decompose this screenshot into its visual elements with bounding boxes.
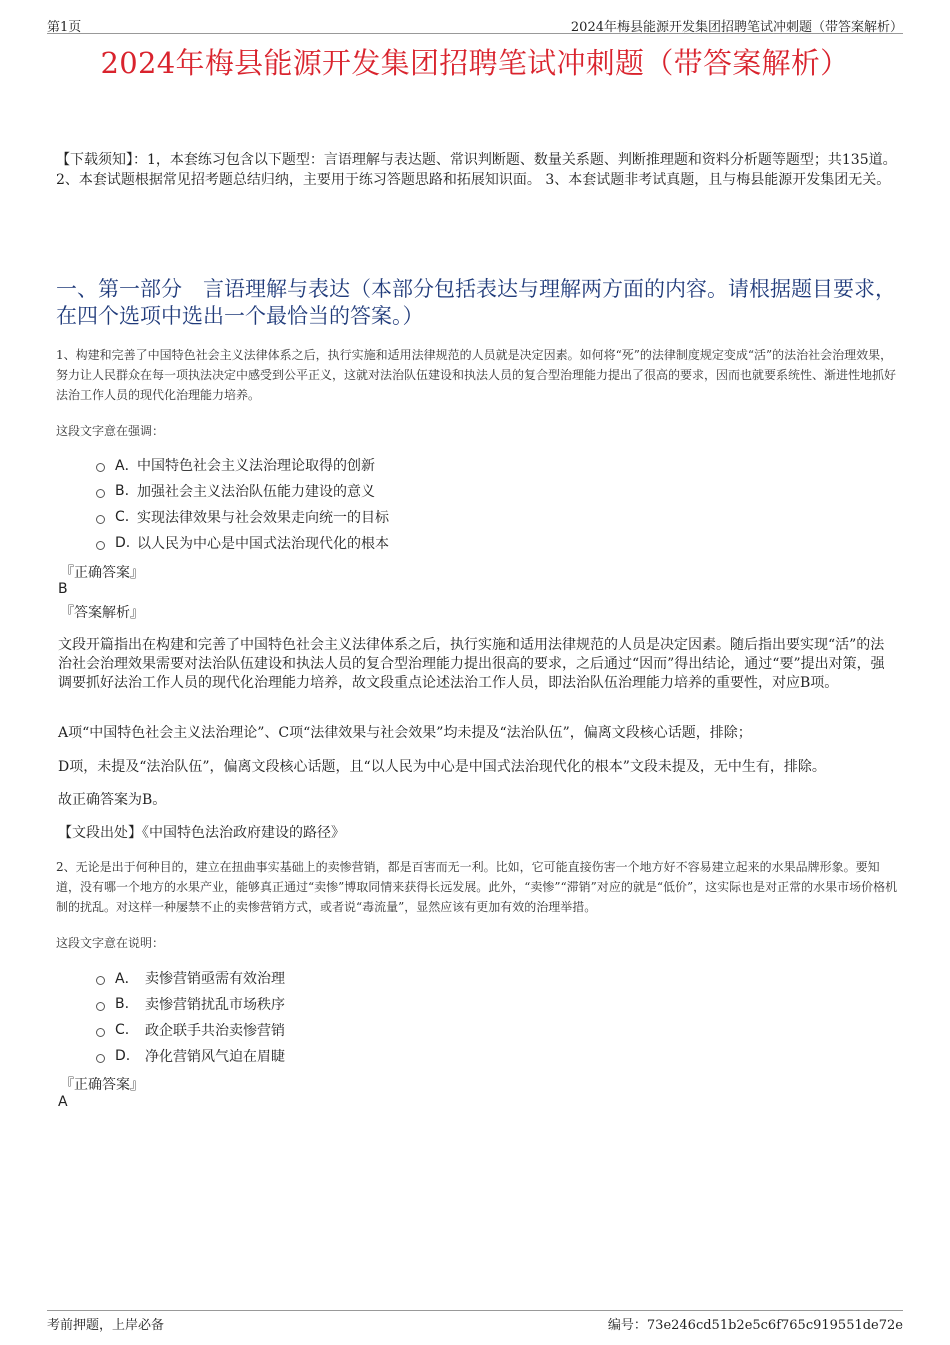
option-text: 卖惨营销扰乱市场秩序 — [145, 997, 285, 1013]
question-1-text: 1、构建和完善了中国特色社会主义法律体系之后，执行实施和适用法律规范的人员就是决定因素。如何将“死”的法律制度规定变成“活”的法治社会治理效果，努力让人民群众在每一项执法决定中感受到公平正义，这就对法治队伍建设和执法人员的复合型治理能力提出了很高的要求，因而也就要系统性、渐进性地抓好法治工作人员的现代化治理能力培养。 — [56, 348, 897, 402]
analysis-paragraph: D项，未提及“法治队伍”，偏离文段核心话题，且“以人民为中心是中国式法治现代化的根本”文段未提及，无中生有，排除。 — [58, 759, 826, 775]
option-text: 加强社会主义法治队伍能力建设的意义 — [137, 484, 375, 500]
option-c[interactable] — [96, 504, 389, 530]
option-d[interactable] — [96, 530, 389, 556]
analysis-label: 『答案解析』 — [60, 605, 144, 621]
radio-icon[interactable] — [96, 541, 105, 550]
question-2-options — [96, 965, 285, 1069]
footer-serial: 编号：73e246cd51b2e5c6f765c919551de72e — [607, 1318, 903, 1333]
option-key: C. — [115, 1022, 130, 1038]
option-a[interactable] — [96, 965, 285, 991]
option-b[interactable] — [96, 991, 285, 1017]
question-2-text: 2、无论是出于何种目的，建立在扭曲事实基础上的卖惨营销，都是百害而无一利。比如，它可能直接伤害一个地方好不容易建立起来的水果品牌形象。要知道，没有哪一个地方的水果产业，能够真正通过“卖惨”博取同情来获得长远发展。此外，“卖惨”“滞销”对应的就是“低价”，这实际也是对正常的水果市场价格机制的扰乱。对这样一种屡禁不止的卖惨营销方式，或者说“毒流量”，显然应该有更加有效的治理举措。 — [56, 860, 898, 914]
footer-divider — [47, 1310, 903, 1311]
header-divider — [47, 33, 903, 34]
answer-value: A — [58, 1094, 68, 1110]
document-title: 2024年梅县能源开发集团招聘笔试冲刺题（带答案解析） — [100, 46, 850, 80]
option-b[interactable] — [96, 478, 389, 504]
option-c[interactable] — [96, 1017, 285, 1043]
answer-value: B — [58, 581, 68, 597]
answer-label: 『正确答案』 — [60, 1077, 144, 1093]
option-text: 实现法律效果与社会效果走向统一的目标 — [137, 510, 389, 526]
analysis-paragraph: 文段开篇指出在构建和完善了中国特色社会主义法律体系之后，执行实施和适用法律规范的人员是决定因素。随后指出要实现“活”的法治社会治理效果需要对法治队伍建设和执法人员的复合型治理能力提出很高的要求，之后通过“因而”得出结论，通过“要”提出对策，强调要抓好法治工作人员的现代化治理能力培养，故文段重点论述法治工作人员，即法治队伍治理能力培养的重要性，对应B项。 — [58, 637, 885, 691]
answer-label: 『正确答案』 — [60, 565, 144, 581]
radio-icon[interactable] — [96, 489, 105, 498]
radio-icon[interactable] — [96, 1028, 105, 1037]
option-key: D. — [115, 535, 131, 551]
question-1-prompt: 这段文字意在强调： — [56, 424, 165, 438]
radio-icon[interactable] — [96, 1054, 105, 1063]
analysis-conclusion: 故正确答案为B。 — [58, 792, 167, 808]
option-key: A． — [115, 971, 139, 987]
option-key: C. — [115, 509, 130, 525]
radio-icon[interactable] — [96, 976, 105, 985]
option-key: B. — [115, 996, 130, 1012]
question-2-prompt: 这段文字意在说明： — [56, 936, 165, 950]
radio-icon[interactable] — [96, 463, 105, 472]
option-text: 净化营销风气迫在眉睫 — [145, 1049, 285, 1065]
download-notice: 【下载须知】：1，本套练习包含以下题型：言语理解与表达题、常识判断题、数量关系题、判断推理题和资料分析题等题型；共135道。 2、本套试题根据常见招考题总结归纳，主要用于练习答题思路和拓展知识面。 3、本套试题非考试真题，且与梅县能源开发集团无关。 — [56, 152, 897, 188]
page-number: 第1页 — [47, 20, 82, 35]
header-doc-title: 2024年梅县能源开发集团招聘笔试冲刺题（带答案解析） — [570, 20, 903, 35]
radio-icon[interactable] — [96, 1002, 105, 1011]
radio-icon[interactable] — [96, 515, 105, 524]
option-key: D. — [115, 1048, 131, 1064]
option-text: 以人民为中心是中国式法治现代化的根本 — [137, 536, 389, 552]
option-key: B. — [115, 483, 130, 499]
section-heading: 一、第一部分 言语理解与表达（本部分包括表达与理解两方面的内容。请根据题目要求，在四个选项中选出一个最恰当的答案。） — [56, 277, 896, 328]
option-a[interactable] — [96, 452, 389, 478]
question-1-options — [96, 452, 389, 556]
option-text: 中国特色社会主义法治理论取得的创新 — [137, 458, 375, 474]
analysis-source: 【文段出处】《中国特色法治政府建设的路径》 — [58, 825, 345, 841]
option-text: 政企联手共治卖惨营销 — [145, 1023, 285, 1039]
option-text: 卖惨营销亟需有效治理 — [145, 971, 285, 987]
footer-slogan: 考前押题，上岸必备 — [47, 1318, 165, 1333]
option-key: A． — [115, 458, 139, 474]
analysis-paragraph: A项“中国特色社会主义法治理论”、C项“法律效果与社会效果”均未提及“法治队伍”，偏离文段核心话题，排除； — [58, 725, 752, 741]
option-d[interactable] — [96, 1043, 285, 1069]
